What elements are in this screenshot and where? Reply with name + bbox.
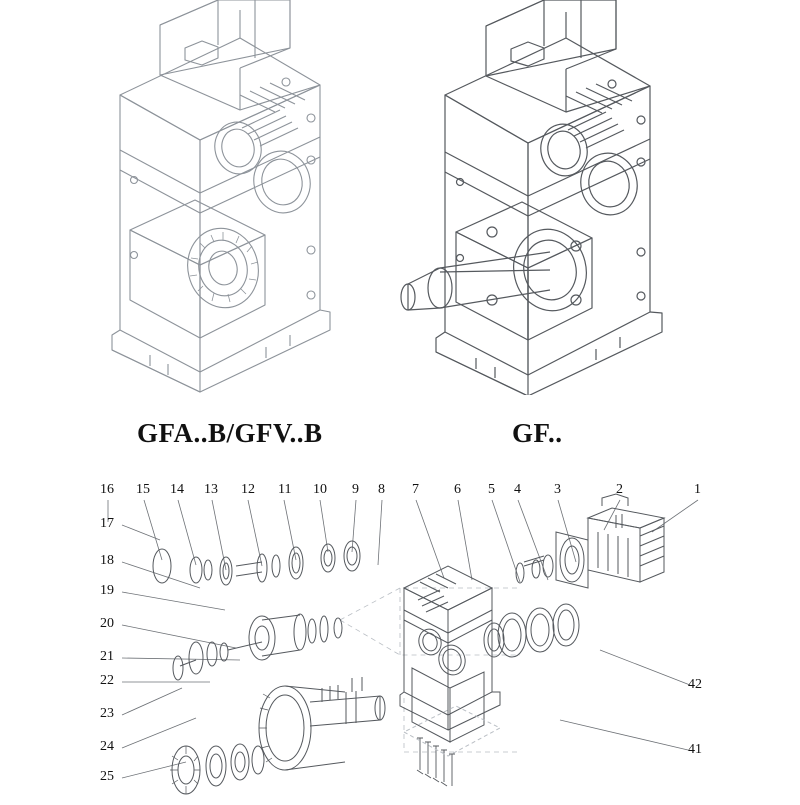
callout-17: 17 <box>100 516 114 531</box>
callout-16: 16 <box>100 482 114 497</box>
callout-6: 6 <box>454 482 461 497</box>
callout-25: 25 <box>100 769 114 784</box>
callout-41: 41 <box>688 742 702 757</box>
callout-9: 9 <box>352 482 359 497</box>
callout-4: 4 <box>514 482 521 497</box>
exploded-view <box>0 470 800 800</box>
callout-22: 22 <box>100 673 114 688</box>
callout-5: 5 <box>488 482 495 497</box>
callout-18: 18 <box>100 553 114 568</box>
callout-14: 14 <box>170 482 184 497</box>
gearbox-outline-right-icon <box>400 0 720 395</box>
callout-1: 1 <box>694 482 701 497</box>
gearbox-outline-left-icon <box>90 0 390 395</box>
callout-23: 23 <box>100 706 114 721</box>
exploded-gearbox-assembly-icon <box>0 470 800 800</box>
caption-right: GF.. <box>512 418 563 448</box>
callout-15: 15 <box>136 482 150 497</box>
caption-left: GFA..B/GFV..B <box>137 418 323 448</box>
callout-3: 3 <box>554 482 561 497</box>
callout-11: 11 <box>278 482 292 497</box>
callout-2: 2 <box>616 482 623 497</box>
callout-42: 42 <box>688 677 702 692</box>
callout-7: 7 <box>412 482 419 497</box>
callout-19: 19 <box>100 583 114 598</box>
callout-20: 20 <box>100 616 114 631</box>
callout-12: 12 <box>241 482 255 497</box>
callout-13: 13 <box>204 482 218 497</box>
callout-10: 10 <box>313 482 327 497</box>
callout-24: 24 <box>100 739 114 754</box>
callout-21: 21 <box>100 649 114 664</box>
callout-8: 8 <box>378 482 385 497</box>
